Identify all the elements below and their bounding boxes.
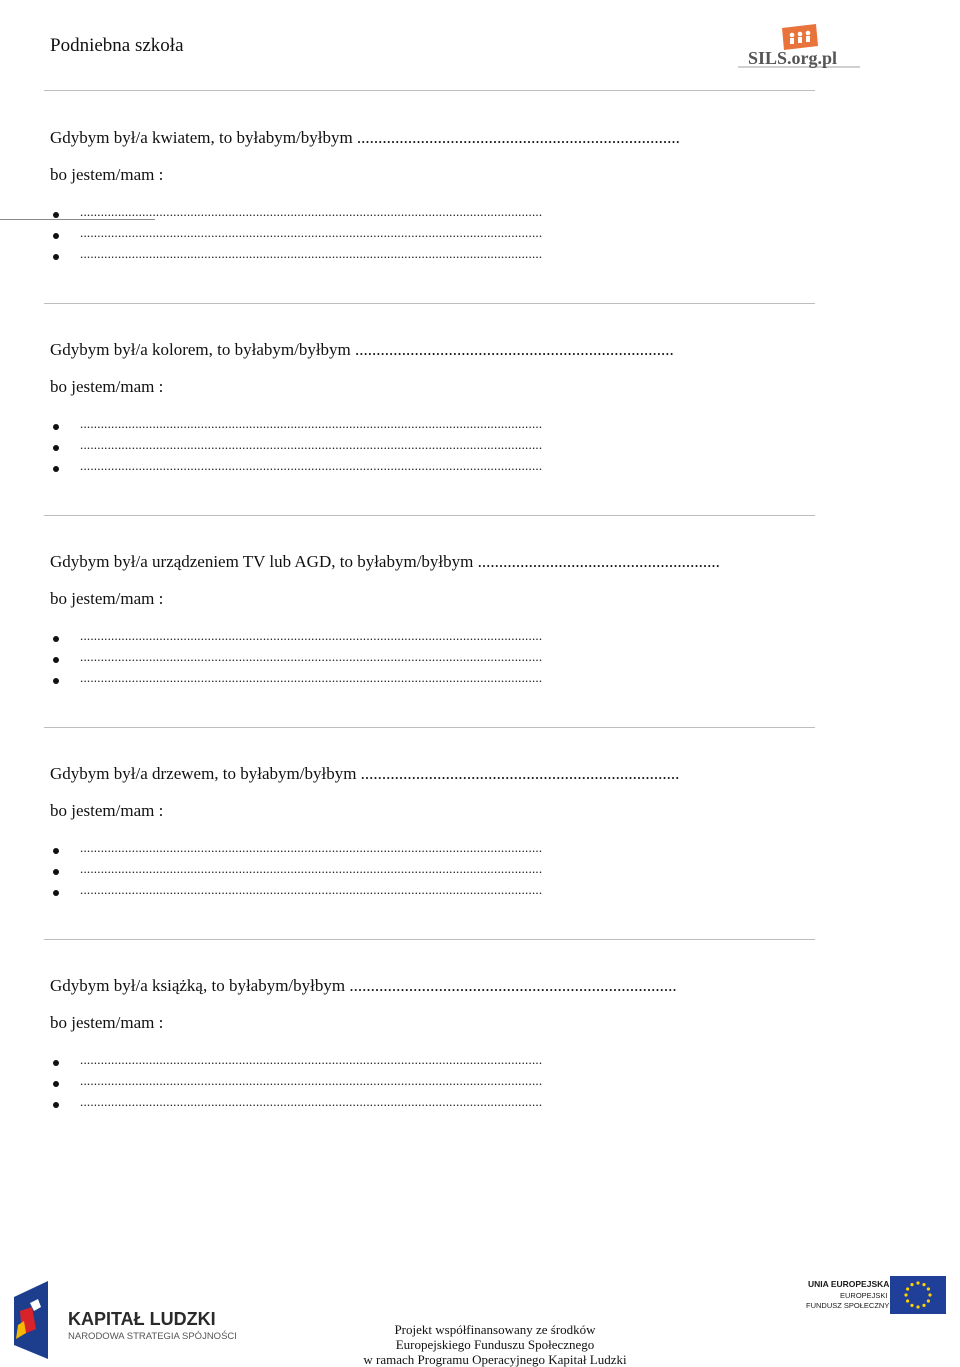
dotted-fill: ...................................................................................................................................... [80, 246, 543, 261]
answer-line[interactable] [0, 863, 960, 883]
eu-star [910, 1283, 913, 1286]
question-text: Gdybym był/a kolorem, to byłabym/byłbym ........................................................................... [50, 340, 674, 359]
sils-logo [738, 22, 860, 80]
dotted-fill: ...................................................................................................................................... [80, 1073, 543, 1088]
bullet-icon [53, 869, 59, 875]
eu-star [922, 1283, 925, 1286]
answer-line[interactable] [0, 672, 960, 692]
kapital-ludzki-logo [8, 1281, 238, 1361]
bullet-icon [53, 636, 59, 642]
funding-line-2: Europejskiego Funduszu Społecznego [395, 1337, 595, 1352]
because-label: bo jestem/mam : [50, 801, 164, 820]
answer-line[interactable] [0, 227, 960, 247]
funding-notice [330, 1322, 660, 1367]
eu-logo [798, 1272, 950, 1318]
answer-line[interactable] [0, 248, 960, 268]
dotted-fill: ...................................................................................................................................... [80, 1052, 543, 1067]
answer-line[interactable] [0, 630, 960, 650]
dotted-fill: ...................................................................................................................................... [80, 1094, 543, 1109]
eu-star [906, 1287, 909, 1290]
eu-star [916, 1281, 919, 1284]
bullet-icon [53, 445, 59, 451]
bullet-icon [53, 678, 59, 684]
bullet-icon [53, 890, 59, 896]
because-label: bo jestem/mam : [50, 589, 164, 608]
answer-line[interactable] [0, 1075, 960, 1095]
section-divider [44, 515, 815, 516]
dotted-fill: ...................................................................................................................................... [80, 628, 543, 643]
because-label: bo jestem/mam : [50, 377, 164, 396]
sils-logo-text: SILS.org.pl [748, 48, 838, 68]
question-text: Gdybym był/a urządzeniem TV lub AGD, to byłabym/byłbym ......................................................... [50, 552, 720, 571]
answer-line[interactable] [0, 439, 960, 459]
bullet-icon [53, 1060, 59, 1066]
bullet-icon [53, 657, 59, 663]
answer-line[interactable] [0, 1096, 960, 1116]
kl-subtitle: NARODOWA STRATEGIA SPÓJNOŚCI [68, 1331, 237, 1342]
bullet-icon [53, 254, 59, 260]
bullet-icon [53, 1081, 59, 1087]
answer-line[interactable] [0, 206, 960, 226]
because-label: bo jestem/mam : [50, 165, 164, 184]
eu-star [922, 1304, 925, 1307]
dotted-fill: ...................................................................................................................................... [80, 840, 543, 855]
answer-line[interactable] [0, 418, 960, 438]
section-divider [44, 727, 815, 728]
eu-line1: UNIA EUROPEJSKA [808, 1279, 890, 1289]
eu-star [927, 1299, 930, 1302]
bullet-icon [53, 466, 59, 472]
because-label: bo jestem/mam : [50, 1013, 164, 1032]
eu-star [906, 1299, 909, 1302]
section-divider [44, 303, 815, 304]
funding-line-3: w ramach Programu Operacyjnego Kapitał Ludzki [363, 1352, 627, 1367]
bullet-icon [53, 1102, 59, 1108]
bullet-icon [53, 848, 59, 854]
bullet-icon [53, 424, 59, 430]
section-divider [44, 939, 815, 940]
answer-line[interactable] [0, 460, 960, 480]
dotted-fill: ...................................................................................................................................... [80, 670, 543, 685]
funding-line-1: Projekt współfinansowany ze środków [394, 1322, 596, 1337]
eu-star [927, 1287, 930, 1290]
dotted-fill: ...................................................................................................................................... [80, 861, 543, 876]
bullet-icon [53, 233, 59, 239]
dotted-fill: ...................................................................................................................................... [80, 649, 543, 664]
answer-line[interactable] [0, 1054, 960, 1074]
dotted-fill: ...................................................................................................................................... [80, 204, 543, 219]
question-text: Gdybym był/a kwiatem, to byłabym/byłbym ............................................................................ [50, 128, 680, 147]
dotted-fill: ...................................................................................................................................... [80, 225, 543, 240]
eu-star [910, 1304, 913, 1307]
eu-star [904, 1293, 907, 1296]
dotted-fill: ...................................................................................................................................... [80, 458, 543, 473]
question-text: Gdybym był/a książką, to byłabym/byłbym ............................................................................. [50, 976, 677, 995]
dotted-fill: ...................................................................................................................................... [80, 416, 543, 431]
kl-title: KAPITAŁ LUDZKI [68, 1309, 216, 1329]
eu-line2: EUROPEJSKI [840, 1291, 888, 1300]
eu-line3: FUNDUSZ SPOŁECZNY [806, 1301, 890, 1310]
dotted-fill: ...................................................................................................................................... [80, 437, 543, 452]
answer-line[interactable] [0, 842, 960, 862]
bullet-icon [53, 212, 59, 218]
eu-star [928, 1293, 931, 1296]
header-divider [44, 90, 815, 91]
answer-line[interactable] [0, 884, 960, 904]
eu-star [916, 1305, 919, 1308]
answer-line[interactable] [0, 651, 960, 671]
page-title: Podniebna szkoła [50, 35, 184, 56]
question-text: Gdybym był/a drzewem, to byłabym/byłbym ........................................................................... [50, 764, 680, 783]
dotted-fill: ...................................................................................................................................... [80, 882, 543, 897]
